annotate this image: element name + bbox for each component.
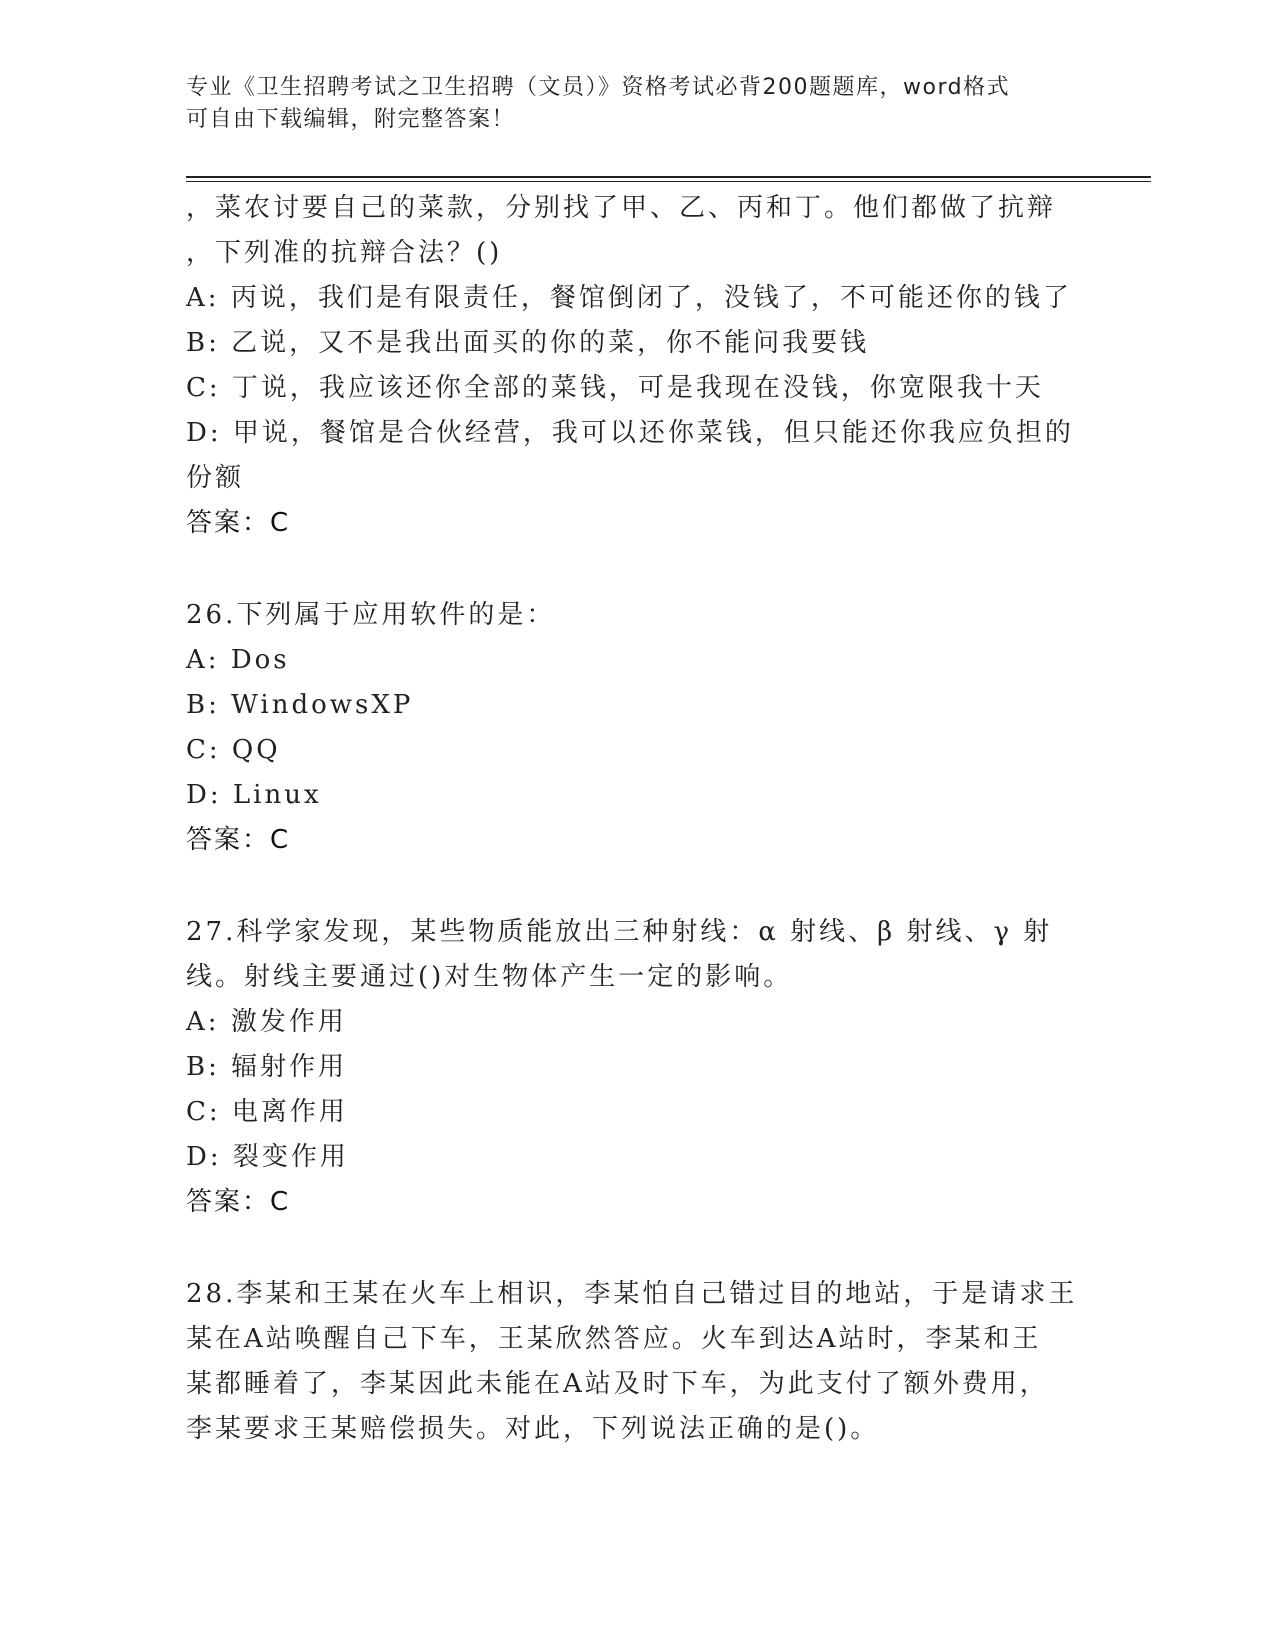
option-text: 辐射作用 (231, 1052, 348, 1082)
option-a (186, 276, 1086, 321)
option-c (186, 1090, 1086, 1135)
question-26 (186, 593, 1086, 863)
option-letter: A: (186, 645, 220, 675)
option-text: WindowsXP (231, 690, 414, 720)
option-a (186, 638, 1086, 683)
option-text: Linux (232, 780, 322, 810)
option-d (186, 411, 1086, 456)
option-text: 甲说，餐馆是合伙经营，我可以还你菜钱，但只能还你我应负担的 (232, 418, 1074, 448)
option-letter: B: (186, 1052, 220, 1082)
option-d-continuation: 份额 (186, 463, 245, 493)
option-text: 乙说，又不是我出面买的你的菜，你不能问我要钱 (231, 328, 870, 358)
option-a (186, 1000, 1086, 1045)
question-stem-line: 某在A站唤醒自己下车，王某欣然答应。火车到达A站时，李某和王 (186, 1324, 1042, 1354)
header-rule-thick (186, 176, 1151, 178)
question-28 (186, 1272, 1086, 1452)
option-letter: D: (186, 1142, 222, 1172)
question-stem-line: 27.科学家发现，某些物质能放出三种射线：α 射线、β 射线、γ 射 (186, 917, 1053, 947)
option-letter: B: (186, 690, 220, 720)
option-letter: D: (186, 418, 222, 448)
question-content (186, 186, 1086, 1452)
header-rule-thin (186, 181, 1151, 182)
option-letter: A: (186, 283, 220, 313)
question-27 (186, 910, 1086, 1225)
option-letter: A: (186, 1007, 220, 1037)
option-letter: B: (186, 328, 220, 358)
option-b (186, 321, 1086, 366)
option-letter: D: (186, 780, 222, 810)
option-d (186, 1135, 1086, 1180)
option-c (186, 728, 1086, 773)
option-c (186, 366, 1086, 411)
header-title-line-2: 可自由下载编辑，附完整答案！ (186, 107, 516, 132)
option-letter: C: (186, 1097, 221, 1127)
option-b (186, 683, 1086, 728)
answer-line: 答案：C (186, 825, 291, 855)
header-title-line-1: 专业《卫生招聘考试之卫生招聘（文员）》资格考试必背200题题库，word格式 (186, 75, 1011, 100)
document-header (186, 72, 1066, 136)
option-text: 裂变作用 (232, 1142, 349, 1172)
option-d (186, 773, 1086, 818)
question-25 (186, 186, 1086, 546)
question-stem-line: 28.李某和王某在火车上相识，李某怕自己错过目的地站，于是请求王 (186, 1279, 1078, 1309)
answer-line: 答案：C (186, 508, 291, 538)
question-stem-line: 26.下列属于应用软件的是： (186, 600, 556, 630)
option-text: Dos (230, 645, 290, 675)
question-stem-line: ，下列准的抗辩合法？() (186, 238, 503, 268)
option-text: QQ (231, 735, 281, 765)
question-stem-line: 李某要求王某赔偿损失。对此，下列说法正确的是()。 (186, 1414, 880, 1444)
option-text: 电离作用 (231, 1097, 348, 1127)
option-text: 丙说，我们是有限责任，餐馆倒闭了，没钱了，不可能还你的钱了 (230, 283, 1072, 313)
option-text: 丁说，我应该还你全部的菜钱，可是我现在没钱，你宽限我十天 (231, 373, 1044, 403)
question-stem-line: 线。射线主要通过()对生物体产生一定的影响。 (186, 962, 793, 992)
question-stem-line: ，菜农讨要自己的菜款，分别找了甲、乙、丙和丁。他们都做了抗辩 (186, 193, 1057, 223)
option-letter: C: (186, 373, 221, 403)
option-letter: C: (186, 735, 221, 765)
option-text: 激发作用 (230, 1007, 347, 1037)
question-stem-line: 某都睡着了，李某因此未能在A站及时下车，为此支付了额外费用， (186, 1369, 1049, 1399)
answer-line: 答案：C (186, 1187, 291, 1217)
option-b (186, 1045, 1086, 1090)
